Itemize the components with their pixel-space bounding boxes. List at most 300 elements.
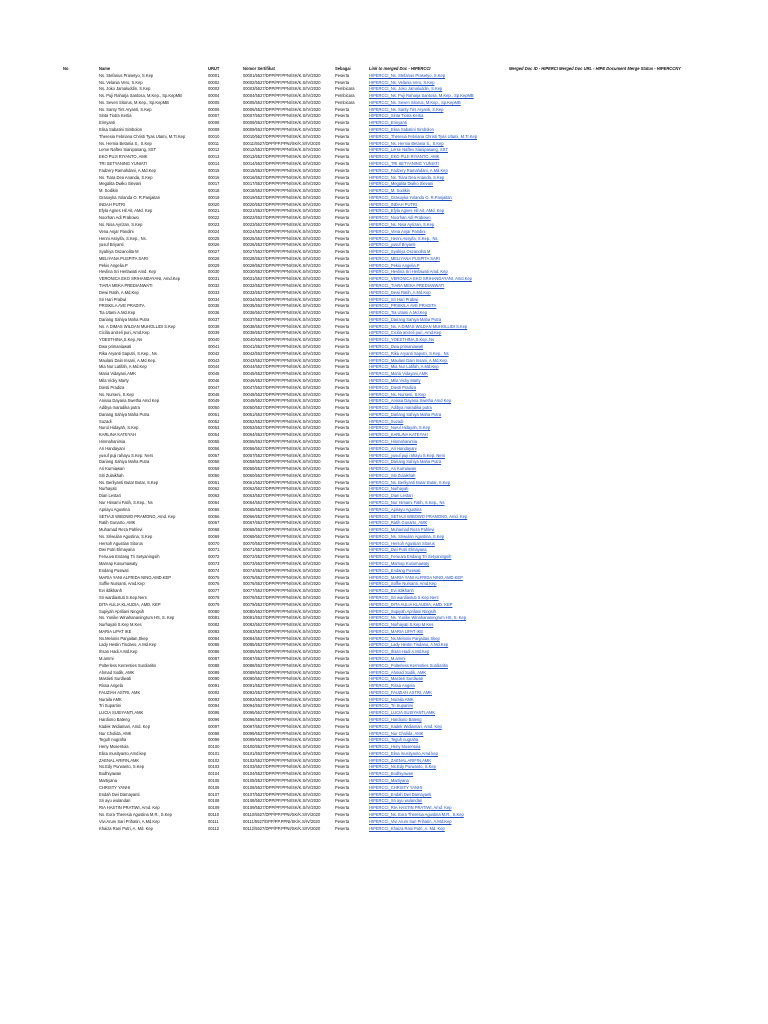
merged-doc-link[interactable]: HIPERCCI_Megalita Dwiko Slevani bbox=[369, 181, 434, 187]
cell-merged-doc-link[interactable] bbox=[369, 785, 509, 792]
cell-merged-doc-link[interactable] bbox=[369, 798, 509, 805]
merged-doc-link[interactable]: HIPERCCI_Dwa primaniawati bbox=[369, 344, 424, 350]
merged-doc-link[interactable]: HIPERCCI_Sri wardiastuti S.Kep.Ners bbox=[369, 594, 439, 600]
cell-nomor-sertifikat: 00061/5527/DPP/PP.PPNI/SK/K.S/IV/2020 bbox=[243, 479, 321, 485]
cell-nomor-sertifikat: 00001/5527/DPP/PP.PPNI/SK/K.S/IV/2020 bbox=[243, 72, 321, 78]
merged-doc-link[interactable]: HIPERCCI_Dariang Sahiya Maha Putra bbox=[369, 316, 442, 322]
merged-doc-link[interactable]: HIPERCCI_FAUZIAH ASTRI, AMK bbox=[369, 689, 433, 695]
cell-merged-doc-link[interactable] bbox=[369, 93, 509, 100]
cell-merge-status bbox=[509, 215, 768, 222]
cell-merged-doc-link[interactable] bbox=[369, 602, 509, 609]
cell-sebagai: Peserta bbox=[335, 167, 350, 173]
cell-merged-doc-link[interactable] bbox=[369, 351, 509, 358]
cell-merged-doc-link[interactable] bbox=[369, 731, 509, 738]
cell-merged-doc-link[interactable] bbox=[369, 378, 509, 385]
merged-doc-link[interactable]: HIPERCCI_Polterless Kerrenties Surdiaritis bbox=[369, 662, 448, 668]
cell-merged-doc-link[interactable] bbox=[369, 168, 509, 175]
table-row bbox=[0, 690, 768, 697]
merged-doc-link[interactable]: HIPERCCI_Nurhayati S.Kep M.Kes bbox=[369, 622, 434, 628]
merged-doc-link[interactable]: HIPERCCI_Vena Anjar Pandini bbox=[369, 228, 426, 234]
cell-merged-doc-link[interactable] bbox=[369, 703, 509, 710]
cell-merged-doc-link[interactable] bbox=[369, 181, 509, 188]
merged-doc-link[interactable]: HIPERCCI_Ratih Gunarto, AMK bbox=[369, 520, 428, 526]
merged-doc-link[interactable]: HIPERCCI_Pekio Angelia.P bbox=[369, 262, 420, 268]
merged-doc-link[interactable]: HIPERCCI_Dewi Ratih, A.Md.Kep bbox=[369, 289, 431, 295]
merged-doc-link[interactable]: HIPERCCI_Nurhayati bbox=[369, 486, 409, 492]
merged-doc-link[interactable]: HIPERCCI_Khaiza Rani Putri, A. Md. Kep bbox=[369, 825, 445, 831]
cell-merge-status bbox=[509, 656, 768, 663]
merged-doc-link[interactable]: HIPERCCI_Dian Lestari bbox=[369, 493, 413, 499]
merged-doc-link[interactable]: HIPERCCI_Ari Kurniawan bbox=[369, 466, 417, 472]
cell-merged-doc-link[interactable] bbox=[369, 425, 509, 432]
merged-doc-link[interactable]: HIPERCCI_Maulani Dain Insani, A.Md.Kep. bbox=[369, 357, 448, 363]
cell-merged-doc-link[interactable] bbox=[369, 147, 509, 154]
cell-nomor-sertifikat: 00056/5527/DPP/PP.PPNI/SK/K.S/IV/2020 bbox=[243, 445, 321, 451]
cell-urut: 00051 bbox=[208, 411, 220, 417]
cell-sebagai: Peserta bbox=[335, 778, 350, 784]
cell-nomor-sertifikat: 00112/5527/DPP/PP.PPNI/SK/K.S/IV/2020 bbox=[243, 825, 321, 831]
cell-merged-doc-link[interactable] bbox=[369, 663, 509, 670]
cell-merged-doc-link[interactable] bbox=[369, 86, 509, 93]
merged-doc-link[interactable]: HIPERCCI_Mila Vicky Marty bbox=[369, 377, 421, 383]
cell-merged-doc-link[interactable] bbox=[369, 453, 509, 460]
cell-merged-doc-link[interactable] bbox=[369, 507, 509, 514]
merged-doc-link[interactable]: HIPERCCI_Ns. Santy Tirs Aryanti, S.Kep bbox=[369, 106, 444, 112]
cell-nomor-sertifikat: 00079/5527/DPP/PP.PPNI/SK/K.S/IV/2020 bbox=[243, 601, 321, 607]
cell-merge-status bbox=[509, 181, 768, 188]
merged-doc-link[interactable]: HIPERCCI_Ns. Seven Sitorus, M.Kep., Sp.KepMB bbox=[369, 99, 461, 105]
merged-doc-link[interactable]: HIPERCCI_Erinyanti bbox=[369, 120, 407, 126]
merged-doc-link[interactable]: HIPERCCI_INDAH PUTRI bbox=[369, 201, 417, 207]
cell-no bbox=[0, 581, 99, 588]
cell-merged-doc-link[interactable] bbox=[369, 175, 509, 182]
cell-name: Nur Cholida, AMK bbox=[99, 730, 132, 736]
cell-merged-doc-link[interactable] bbox=[369, 527, 509, 534]
merged-doc-link[interactable]: HIPERCCI_M. Sodikin bbox=[369, 188, 410, 194]
cell-merged-doc-link[interactable] bbox=[369, 642, 509, 649]
cell-nomor-sertifikat: 00021/5527/DPP/PP.PPNI/SK/K.S/IV/2020 bbox=[243, 208, 321, 214]
merged-doc-link[interactable]: HIPERCCI_Ns. Puji Raharja Santosa, M.Kep., Sp.KepMB bbox=[369, 93, 474, 99]
cell-sebagai: Peserta bbox=[335, 717, 350, 722]
merged-doc-link[interactable]: HIPERCCI_Lerse Naftex Sianipasang, SST bbox=[369, 147, 448, 153]
cell-merged-doc-link[interactable] bbox=[369, 419, 509, 426]
cell-merged-doc-link[interactable] bbox=[369, 256, 509, 263]
cell-name: MELIYANA PUSPITA SARI bbox=[99, 255, 148, 261]
merged-doc-link[interactable]: HIPERCCI_Rika Aryanti Saputri, S.Kep., Ns bbox=[369, 350, 449, 356]
cell-merged-doc-link[interactable] bbox=[369, 222, 509, 229]
cell-sebagai: Peserta bbox=[335, 384, 350, 390]
merged-doc-link[interactable]: HIPERCCI_Ns. Yunike Winahananingrum HS, S. Kep bbox=[369, 615, 467, 621]
merged-doc-link[interactable]: HIPERCCI_Theresia Febriana Christi Tyas Utami, M.Tr.Kep bbox=[369, 133, 478, 139]
cell-merged-doc-link[interactable] bbox=[369, 554, 509, 561]
cell-urut: 00026 bbox=[208, 242, 220, 248]
cell-merged-doc-link[interactable] bbox=[369, 717, 509, 724]
table-row bbox=[0, 778, 768, 785]
cell-merged-doc-link[interactable] bbox=[369, 134, 509, 141]
merged-doc-link[interactable]: HIPERCCI_Nur Himami Fatih, S.Kep., Ns bbox=[369, 500, 445, 505]
cell-urut: 00024 bbox=[208, 228, 220, 234]
cell-sebagai: Peserta bbox=[335, 730, 350, 736]
merged-doc-link[interactable]: HIPERCCI_Ns. Joko Jamaluddin, S.Kep bbox=[369, 86, 443, 92]
cell-merge-status bbox=[509, 134, 768, 141]
cell-merged-doc-link[interactable] bbox=[369, 636, 509, 643]
cell-merged-doc-link[interactable] bbox=[369, 412, 509, 419]
cell-merged-doc-link[interactable] bbox=[369, 195, 509, 202]
cell-no bbox=[0, 703, 99, 710]
cell-merged-doc-link[interactable] bbox=[369, 459, 509, 466]
cell-merged-doc-link[interactable] bbox=[369, 392, 509, 399]
cell-sebagai: Peserta bbox=[335, 655, 350, 661]
cell-name: Heny Musentoia bbox=[99, 744, 129, 750]
cell-merged-doc-link[interactable] bbox=[369, 405, 509, 412]
merged-doc-link[interactable]: HIPERCCI_Elisa musityanto,Amd.kep bbox=[369, 750, 438, 756]
merged-doc-link[interactable]: HIPERCCI_Heny Musentoia bbox=[369, 744, 421, 750]
cell-urut: 00005 bbox=[208, 99, 220, 105]
cell-merged-doc-link[interactable] bbox=[369, 588, 509, 595]
merged-doc-link[interactable]: HIPERCCI_Cicilia anizeli puri, Amd.Kep bbox=[369, 330, 442, 336]
merged-doc-link[interactable]: HIPERCCI_MARIA LIPAT IKE bbox=[369, 628, 424, 634]
cell-merge-status bbox=[509, 392, 768, 399]
cell-merged-doc-link[interactable] bbox=[369, 385, 509, 392]
cell-name: MARIA YANI ALFRIDA NINO,AMD.KEP bbox=[99, 574, 171, 580]
cell-merged-doc-link[interactable] bbox=[369, 724, 509, 731]
cell-merged-doc-link[interactable] bbox=[369, 751, 509, 758]
cell-merged-doc-link[interactable] bbox=[369, 547, 509, 554]
cell-no bbox=[0, 419, 99, 426]
merged-doc-link[interactable]: HIPERCCI_Endang Puswati bbox=[369, 567, 421, 573]
cell-merged-doc-link[interactable] bbox=[369, 595, 509, 602]
merged-doc-link[interactable]: HIPERCCI_Feruuva Endang Tri Setyaningsih bbox=[369, 554, 452, 560]
merged-doc-link[interactable]: HIPERCCI_Grasoyka Yolanda O. R.Panjaitan bbox=[369, 194, 452, 200]
merged-doc-link[interactable]: HIPERCCI_Sinta Tiotra Kertia bbox=[369, 113, 424, 119]
cell-no bbox=[0, 392, 99, 399]
cell-merged-doc-link[interactable] bbox=[369, 778, 509, 785]
cell-merged-doc-link[interactable] bbox=[369, 398, 509, 405]
cell-merged-doc-link[interactable] bbox=[369, 439, 509, 446]
cell-merged-doc-link[interactable] bbox=[369, 520, 509, 527]
cell-merge-status bbox=[509, 622, 768, 629]
cell-name: Ns. Puji Raharja Santosa, M.Kep., Sp.KepMB bbox=[99, 93, 182, 99]
cell-merged-doc-link[interactable] bbox=[369, 269, 509, 276]
cell-merged-doc-link[interactable] bbox=[369, 690, 509, 697]
cell-merged-doc-link[interactable] bbox=[369, 107, 509, 114]
cell-name: Ns. A DIMAS WILDAN MUHOLLIDI S.Kep bbox=[99, 323, 176, 329]
cell-merged-doc-link[interactable] bbox=[369, 283, 509, 290]
cell-merged-doc-link[interactable] bbox=[369, 276, 509, 283]
cell-merged-doc-link[interactable] bbox=[369, 629, 509, 636]
cell-merged-doc-link[interactable] bbox=[369, 819, 509, 826]
merged-doc-link[interactable]: HIPERCCI_Ns. Nisa Ayrizan, S.Kep bbox=[369, 221, 435, 227]
merged-doc-link[interactable]: HIPERCCI_Teguh nugraha bbox=[369, 737, 419, 743]
merged-doc-link[interactable]: HIPERCCI_Evi ildikhanh bbox=[369, 588, 414, 594]
table-row bbox=[0, 588, 768, 595]
cell-merged-doc-link[interactable] bbox=[369, 229, 509, 236]
cell-name: RIA HASTIN PRATIWI, Amd. Kep bbox=[99, 805, 160, 811]
cell-sebagai: Peserta bbox=[335, 221, 350, 227]
merged-doc-link[interactable]: HIPERCCI_Dariang Sahiya Maha Putra bbox=[369, 411, 442, 417]
cell-merged-doc-link[interactable] bbox=[369, 120, 509, 127]
cell-merged-doc-link[interactable] bbox=[369, 127, 509, 134]
cell-merged-doc-link[interactable] bbox=[369, 771, 509, 778]
cell-nomor-sertifikat: 00062/5527/DPP/PP.PPNI/SK/K.S/IV/2020 bbox=[243, 486, 321, 492]
merged-doc-link[interactable]: HIPERCCI_yusuf puji rahayu S.Kep. Ners bbox=[369, 452, 445, 458]
cell-merged-doc-link[interactable] bbox=[369, 710, 509, 717]
cell-sebagai: Peserta bbox=[335, 147, 350, 153]
cell-name: Martiyana bbox=[99, 778, 117, 784]
cell-merged-doc-link[interactable] bbox=[369, 337, 509, 344]
cell-merged-doc-link[interactable] bbox=[369, 249, 509, 256]
cell-merged-doc-link[interactable] bbox=[369, 242, 509, 249]
merged-doc-link[interactable]: HIPERCCI_Ns. Sriwulan Agustina, S.Kep bbox=[369, 533, 445, 539]
merged-doc-link[interactable]: HIPERCCI_Suzadi bbox=[369, 418, 404, 424]
cell-sebagai: Peserta bbox=[335, 269, 350, 275]
cell-merged-doc-link[interactable] bbox=[369, 208, 509, 215]
merged-doc-link[interactable]: HIPERCCI_Nuraila AMK bbox=[369, 696, 414, 702]
merged-doc-link[interactable]: HIPERCCI_DITA AULIA KLAUDIA, AMD. KEP bbox=[369, 601, 453, 607]
cell-name: Ns. Seven Sitorus, M.Kep., Sp.KepMB bbox=[99, 99, 169, 105]
cell-merged-doc-link[interactable] bbox=[369, 303, 509, 310]
cell-merged-doc-link[interactable] bbox=[369, 330, 509, 337]
merged-doc-link[interactable]: HIPERCCI_Ns.Edy Purwanto, S.Kep bbox=[369, 764, 436, 770]
merged-doc-link[interactable]: HIPERCCI_Henni Assyifa, S.Kep., Ns. bbox=[369, 235, 439, 241]
merged-doc-link[interactable]: HIPERCCI_MELIYANA PUSPITA SARI bbox=[369, 255, 440, 261]
merged-doc-link[interactable]: HIPERCCI_Maria Vidayani,AMK bbox=[369, 371, 428, 377]
merged-doc-link[interactable]: HIPERCCI_Ns. Tiara Dea Ananda, S.Kep bbox=[369, 174, 445, 180]
merged-doc-link[interactable]: HIPERCCI_TRI SETYANING YUNIATI bbox=[369, 160, 439, 166]
cell-merge-status bbox=[509, 575, 768, 582]
merged-doc-link[interactable]: HIPERCCI_Ns.Melonis Panjaitan,Skep bbox=[369, 635, 440, 641]
merged-doc-link[interactable]: HIPERCCI_Supiyah Apriliani Ningsih bbox=[369, 608, 436, 614]
merged-doc-link[interactable]: HIPERCCI_VERONICA EKO SRIHANDAYANI, Amd.Kep bbox=[369, 276, 472, 282]
cell-merged-doc-link[interactable] bbox=[369, 466, 509, 473]
cell-nomor-sertifikat: 00086/5527/DPP/PP.PPNI/SK/K.S/IV/2020 bbox=[243, 649, 321, 655]
cell-nomor-sertifikat: 00099/5527/DPP/PP.PPNI/SK/K.S/IV/2020 bbox=[243, 737, 321, 743]
cell-urut: 00072 bbox=[208, 554, 220, 560]
cell-merged-doc-link[interactable] bbox=[369, 656, 509, 663]
table-row bbox=[0, 215, 768, 222]
merged-doc-link[interactable]: HIPERCCI_Ns. A DIMAS WILDAN MUHOLLIDI S.Kep bbox=[369, 323, 468, 329]
merged-doc-link[interactable]: HIPERCCI_Ari Handayani bbox=[369, 445, 417, 451]
cell-merged-doc-link[interactable] bbox=[369, 263, 509, 270]
merged-doc-link[interactable]: HIPERCCI_Nur Cholida, AMK bbox=[369, 730, 424, 736]
cell-merged-doc-link[interactable] bbox=[369, 364, 509, 371]
cell-merged-doc-link[interactable] bbox=[369, 371, 509, 378]
merged-doc-link[interactable]: HIPERCCI_Dariang Sahiya Maha Putra bbox=[369, 459, 442, 465]
merged-doc-link[interactable]: HIPERCCI_Dwi Putri Elmayana bbox=[369, 547, 427, 553]
merged-doc-link[interactable]: HIPERCCI_RIA HASTIN PRATIWI, Amd. Kep bbox=[369, 805, 452, 811]
merged-doc-link[interactable]: HIPERCCI_Diesti Pradiza bbox=[369, 384, 417, 390]
merged-doc-link[interactable]: HIPERCCI_TIARA MEKA PREDIANWATI bbox=[369, 283, 445, 288]
merged-doc-link[interactable]: HIPERCCI_Fadzery Ramahdani, A.Md.Kep bbox=[369, 167, 448, 173]
merged-doc-link[interactable]: HIPERCCI_Endah Dwi Damayanti bbox=[369, 791, 432, 797]
merged-doc-link[interactable]: HIPERCCI_MARIA YANI ALFRIDA NINO,AMD.KEP bbox=[369, 574, 463, 580]
merged-doc-link[interactable]: HIPERCCI_ZAENAL ARIFIN,AMK bbox=[369, 757, 431, 763]
merged-doc-link[interactable]: HIPERCCI_Ahmad Sodik, AMK bbox=[369, 669, 427, 675]
merged-doc-link[interactable]: HIPERCCI_Siti Zulaikhah bbox=[369, 472, 416, 478]
merged-doc-link[interactable]: HIPERCCI_LUCIA SUSIYANTI,AMK bbox=[369, 710, 436, 716]
cell-no bbox=[0, 188, 99, 195]
cell-merged-doc-link[interactable] bbox=[369, 493, 509, 500]
merged-doc-link[interactable]: HIPERCCI_Martiyana bbox=[369, 778, 409, 784]
cell-nomor-sertifikat: 00012/5527/DPP/PP.PPNI/SK/K.S/IV/2020 bbox=[243, 147, 321, 153]
cell-merged-doc-link[interactable] bbox=[369, 154, 509, 161]
cell-urut: 00039 bbox=[208, 330, 220, 336]
cell-merged-doc-link[interactable] bbox=[369, 670, 509, 677]
cell-merged-doc-link[interactable] bbox=[369, 310, 509, 317]
cell-merged-doc-link[interactable] bbox=[369, 758, 509, 765]
cell-merged-doc-link[interactable] bbox=[369, 826, 509, 833]
merged-doc-link[interactable]: HIPERCCI_Tia Utami A.Md.Kep bbox=[369, 310, 428, 316]
merged-doc-link[interactable]: HIPERCCI_Apriayu Agustina bbox=[369, 506, 422, 512]
merged-doc-link[interactable]: HIPERCCI_Sri Hari Prabwi bbox=[369, 296, 419, 302]
cell-merged-doc-link[interactable] bbox=[369, 697, 509, 704]
merged-doc-link[interactable]: HIPERCCI_Rissa Angela bbox=[369, 683, 415, 689]
cell-merged-doc-link[interactable] bbox=[369, 188, 509, 195]
cell-merged-doc-link[interactable] bbox=[369, 812, 509, 819]
merged-doc-link[interactable]: HIPERCCI_Nurul Hidayah, S.Kep bbox=[369, 425, 431, 431]
cell-merged-doc-link[interactable] bbox=[369, 113, 509, 120]
merged-doc-link[interactable]: HIPERCCI_Adibya maradika putra bbox=[369, 405, 432, 411]
cell-merged-doc-link[interactable] bbox=[369, 446, 509, 453]
merged-doc-link[interactable]: HIPERCCI_Hardiono Bateng bbox=[369, 717, 422, 722]
merged-doc-link[interactable]: HIPERCCI_Syahiya Oszanolita M bbox=[369, 249, 431, 255]
cell-merged-doc-link[interactable] bbox=[369, 100, 509, 107]
table-row bbox=[0, 453, 768, 460]
cell-no bbox=[0, 351, 99, 358]
cell-merged-doc-link[interactable] bbox=[369, 202, 509, 209]
merged-doc-link[interactable]: HIPERCCI_Sri ayu wulandari bbox=[369, 798, 423, 804]
cell-merged-doc-link[interactable] bbox=[369, 317, 509, 324]
cell-merged-doc-link[interactable] bbox=[369, 683, 509, 690]
merged-doc-link[interactable]: HIPERCCI_Ns. Velania Vero, S.Kep bbox=[369, 79, 435, 85]
cell-urut: 00027 bbox=[208, 249, 220, 255]
cell-urut: 00101 bbox=[208, 750, 220, 756]
cell-merged-doc-link[interactable] bbox=[369, 514, 509, 521]
merged-doc-link[interactable]: HIPERCCI_Soffie Nursanti, Amd.Kep bbox=[369, 581, 437, 587]
cell-nomor-sertifikat: 00042/5527/DPP/PP.PPNI/SK/K.S/IV/2020 bbox=[243, 350, 321, 356]
cell-merged-doc-link[interactable] bbox=[369, 358, 509, 365]
merged-doc-link[interactable]: HIPERCCI_Marnap Kusumawaty bbox=[369, 561, 430, 567]
cell-sebagai: Peserta bbox=[335, 520, 350, 526]
merged-doc-link[interactable]: HIPERCCI_Ns. Stefanus Prasetyo, S.Kep bbox=[369, 72, 445, 78]
merged-doc-link[interactable]: HIPERCCI_Kadek Widiamari, Amd. Kep bbox=[369, 723, 442, 729]
cell-merged-doc-link[interactable] bbox=[369, 568, 509, 575]
merged-doc-link[interactable]: HIPERCCI_PRISKILA AVE PRADITA bbox=[369, 303, 437, 309]
merged-doc-link[interactable]: HIPERCCI_Hersoh Agustian Sitorus bbox=[369, 540, 435, 546]
cell-sebagai: Peserta bbox=[335, 771, 350, 777]
cell-no bbox=[0, 609, 99, 616]
cell-merged-doc-link[interactable] bbox=[369, 73, 509, 80]
cell-merged-doc-link[interactable] bbox=[369, 744, 509, 751]
cell-urut: 00075 bbox=[208, 574, 220, 580]
merged-doc-link[interactable]: HIPERCCI_Elisa Sabatini Simbolon bbox=[369, 127, 434, 133]
merged-doc-link[interactable]: HIPERCCI_Tri Supartini bbox=[369, 703, 413, 709]
cell-merged-doc-link[interactable] bbox=[369, 236, 509, 243]
cell-merged-doc-link[interactable] bbox=[369, 676, 509, 683]
cell-merged-doc-link[interactable] bbox=[369, 764, 509, 771]
merged-doc-link[interactable]: HIPERCCI_Hevlina Sri Herlawati Amd. Kep bbox=[369, 269, 448, 275]
merged-doc-link[interactable]: HIPERCCI_KARLINA KATEYAH bbox=[369, 432, 428, 438]
cell-merged-doc-link[interactable] bbox=[369, 609, 509, 616]
merged-doc-link[interactable]: HIPERCCI_Ns. Hernia Betania S., S.Kep bbox=[369, 140, 444, 146]
merged-doc-link[interactable]: HIPERCCI_Lady Hestin Tindano, A.Md.Kep bbox=[369, 642, 449, 648]
cell-urut: 00053 bbox=[208, 425, 220, 431]
merged-doc-link[interactable]: HIPERCCI_Noorhan Adi Prabowo bbox=[369, 215, 431, 221]
merged-doc-link[interactable]: HIPERCCI_M.ammi bbox=[369, 655, 406, 661]
cell-merged-doc-link[interactable] bbox=[369, 581, 509, 588]
merged-doc-link[interactable]: HIPERCCI_EKO PUJI RIYANTO, AMK bbox=[369, 154, 440, 160]
merged-doc-link[interactable]: HIPERCCI_Vivi Arum Sari Prihatin, A.Md.Kep bbox=[369, 818, 452, 824]
merged-doc-link[interactable]: HIPERCCI_Bodhiyawan bbox=[369, 771, 414, 777]
cell-merged-doc-link[interactable] bbox=[369, 141, 509, 148]
cell-merged-doc-link[interactable] bbox=[369, 161, 509, 168]
cell-sebagai: Peserta bbox=[335, 744, 350, 750]
cell-name: DITA AULIA KLAUDIA, AMD. KEP bbox=[99, 601, 161, 607]
cell-merged-doc-link[interactable] bbox=[369, 344, 509, 351]
cell-urut: 00035 bbox=[208, 303, 220, 309]
cell-nomor-sertifikat: 00092/5527/DPP/PP.PPNI/SK/K.S/IV/2020 bbox=[243, 689, 321, 695]
cell-merged-doc-link[interactable] bbox=[369, 500, 509, 507]
cell-merged-doc-link[interactable] bbox=[369, 622, 509, 629]
merged-doc-link[interactable]: HIPERCCI_yusuf Briyanti bbox=[369, 242, 416, 248]
cell-merged-doc-link[interactable] bbox=[369, 324, 509, 331]
merged-doc-link[interactable]: HIPERCCI_Anissa Dayana Swetha Amd Kep bbox=[369, 398, 451, 404]
cell-no bbox=[0, 113, 99, 120]
merged-doc-link[interactable]: HIPERCCI_Mastieti Surdiwati bbox=[369, 676, 423, 682]
cell-merged-doc-link[interactable] bbox=[369, 561, 509, 568]
merged-doc-link[interactable]: HIPERCCI_Efyla Agnes Hil Ait, AMd. Kep bbox=[369, 208, 445, 214]
cell-merged-doc-link[interactable] bbox=[369, 473, 509, 480]
merged-doc-link[interactable]: HIPERCCI_CHRISTY YANHI bbox=[369, 784, 423, 790]
cell-name: Nurhayati S.Kep M.Kes bbox=[99, 622, 142, 628]
cell-merged-doc-link[interactable] bbox=[369, 615, 509, 622]
cell-merged-doc-link[interactable] bbox=[369, 805, 509, 812]
merged-doc-link[interactable]: HIPERCCI_Ns. Berliyanti Butar Butar, S.Kep bbox=[369, 479, 450, 485]
cell-merged-doc-link[interactable] bbox=[369, 534, 509, 541]
cell-merged-doc-link[interactable] bbox=[369, 737, 509, 744]
merged-doc-link[interactable]: HIPERCCI_Mia Nur Latifah, A.Md.Kep bbox=[369, 364, 439, 370]
cell-urut: 00056 bbox=[208, 445, 220, 451]
cell-merge-status bbox=[509, 798, 768, 805]
merged-doc-link[interactable]: HIPERCCI_SETIAJI WIBOWO PRAMONO, Amd. Kep bbox=[369, 513, 468, 519]
cell-merged-doc-link[interactable] bbox=[369, 792, 509, 799]
cell-sebagai: Peserta bbox=[335, 662, 350, 668]
merged-doc-link[interactable]: HIPERCCI_Ihsan Hadi A.Md.Kep bbox=[369, 649, 430, 655]
cell-merged-doc-link[interactable] bbox=[369, 541, 509, 548]
cell-merged-doc-link[interactable] bbox=[369, 575, 509, 582]
cell-merged-doc-link[interactable] bbox=[369, 215, 509, 222]
cell-merged-doc-link[interactable] bbox=[369, 486, 509, 493]
merged-doc-link[interactable]: HIPERCCI_Muhamad Reza Pahlevi bbox=[369, 527, 435, 533]
cell-merged-doc-link[interactable] bbox=[369, 480, 509, 487]
cell-no bbox=[0, 649, 99, 656]
cell-merged-doc-link[interactable] bbox=[369, 649, 509, 656]
cell-merged-doc-link[interactable] bbox=[369, 80, 509, 87]
cell-merge-status bbox=[509, 690, 768, 697]
merged-doc-link[interactable]: HIPERCCI_YOESTHINA,S.Kep.,Ns bbox=[369, 337, 435, 343]
merged-doc-link[interactable]: HIPERCCI_Ns. Eora Theresia Agustina M.R., S.Kep bbox=[369, 811, 464, 817]
cell-merge-status bbox=[509, 351, 768, 358]
table-row bbox=[0, 208, 768, 215]
cell-sebagai: Peserta bbox=[335, 445, 350, 451]
cell-merged-doc-link[interactable] bbox=[369, 432, 509, 439]
cell-merged-doc-link[interactable] bbox=[369, 297, 509, 304]
merged-doc-link[interactable]: HIPERCCI_Ns. Nurseni, S.Kep bbox=[369, 391, 426, 397]
table-row bbox=[0, 581, 768, 588]
cell-nomor-sertifikat: 00047/5527/DPP/PP.PPNI/SK/K.S/IV/2020 bbox=[243, 384, 321, 390]
cell-merged-doc-link[interactable] bbox=[369, 290, 509, 297]
merged-doc-link[interactable]: HIPERCCI_Hinmahanirsia bbox=[369, 438, 418, 444]
